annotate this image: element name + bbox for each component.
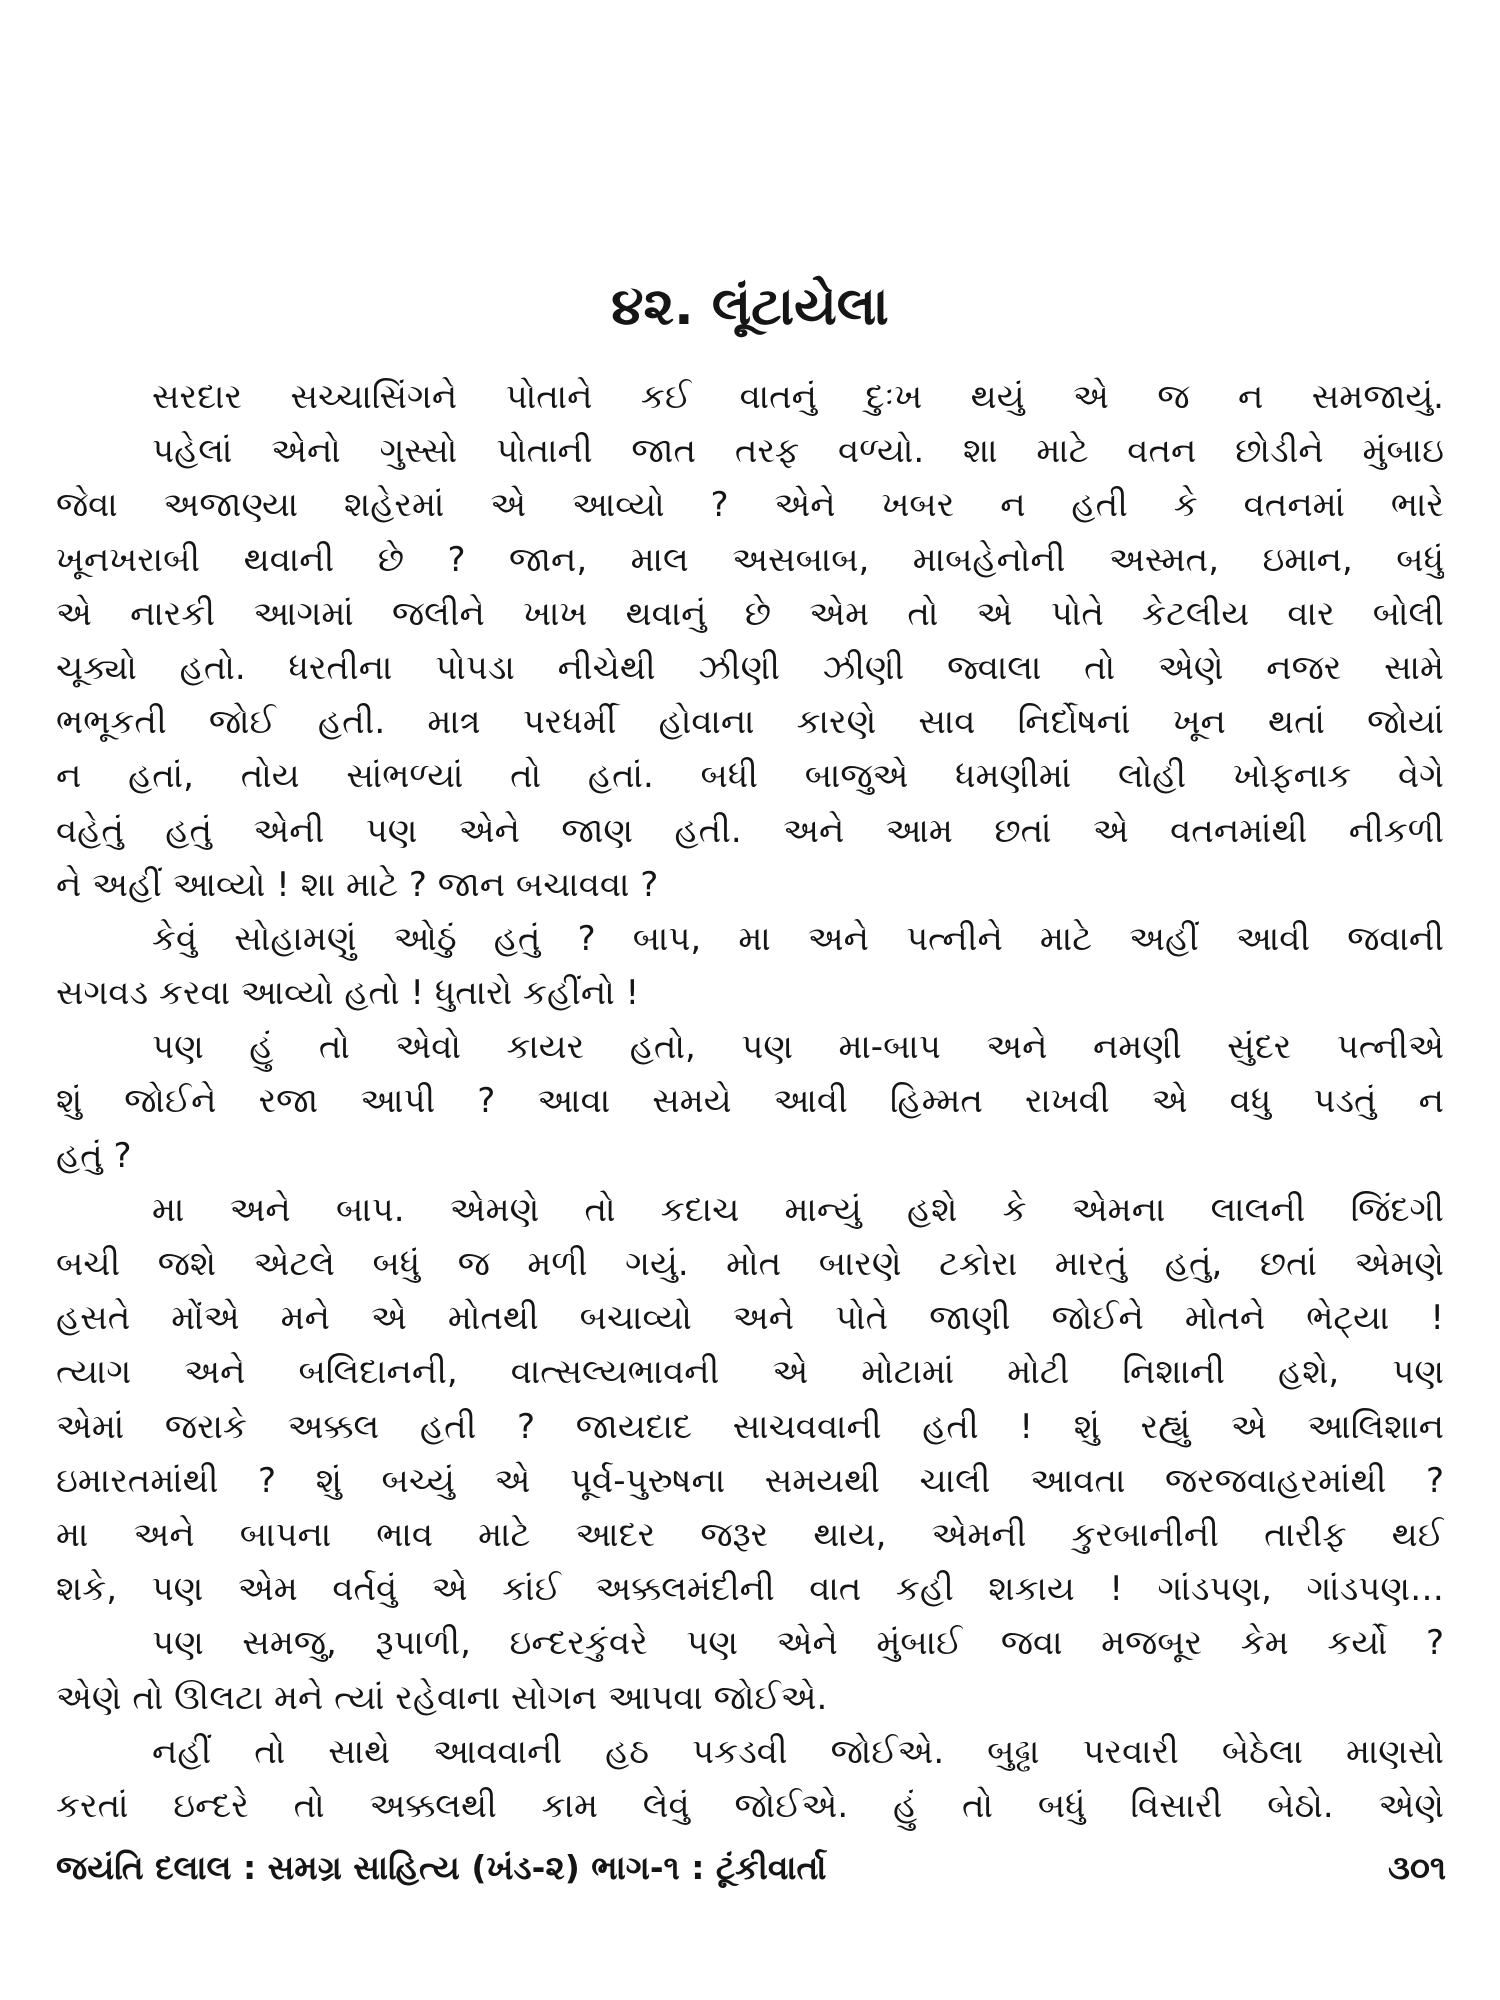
footer-book-info: જયંતિ દલાલ : સમગ્ર સાહિત્ય (ખંડ-૨) ભાગ-૧ : ટૂંકીવાર્તા — [56, 1848, 827, 1887]
text-line: વહેતું હતું એની પણ એને જાણ હતી. અને આમ છતાં એ વતનમાંથી નીકળી — [56, 810, 1444, 851]
text-line: પણ હું તો એવો કાયર હતો, પણ મા-બાપ અને નમણી સુંદર પત્નીએ — [152, 1027, 1444, 1068]
text-line: જેવા અજાણ્યા શહેરમાં એ આવ્યો ? એને ખબર ન હતી કે વતનમાં ભારે — [56, 485, 1444, 526]
text-line: પહેલાં એનો ગુસ્સો પોતાની જાત તરફ વળ્યો. શા માટે વતન છોડીને મુંબાઇ — [152, 431, 1444, 472]
chapter-title: ૪૨. લૂંટાયેલા — [611, 277, 889, 337]
text-line: પણ સમજુ, રૂપાળી, ઇન્દરકુંવરે પણ એને મુંબાઈ જવા મજબૂર કેમ કર્યો ? — [152, 1623, 1444, 1664]
text-line: બચી જશે એટલે બધું જ મળી ગયું. મોત બારણે ટકોરા મારતું હતું, છતાં એમણે — [56, 1244, 1444, 1284]
page-number: ૩૦૧ — [1387, 1848, 1446, 1887]
text-line: મા અને બાપ. એમણે તો કદાચ માન્યું હશે કે એમના લાલની જિંદગી — [152, 1189, 1444, 1230]
text-line: શકે, પણ એમ વર્તવું એ કાંઈ અક્કલમંદીની વાત કહી શકાય ! ગાંડપણ, ગાંડપણ… — [56, 1569, 1444, 1610]
text-line: ચૂક્યો હતો. ધરતીના પોપડા નીચેથી ઝીણી ઝીણી જ્વાલા તો એણે નજર સામે — [56, 647, 1444, 688]
text-line: ત્યાગ અને બલિદાનની, વાત્સલ્યભાવની એ મોટામાં મોટી નિશાની હશે, પણ — [56, 1352, 1444, 1393]
text-line: નહીં તો સાથે આવવાની હઠ પકડવી જોઈએ. બુઢ્ઢા પરવારી બેઠેલા માણસો — [152, 1731, 1444, 1772]
text-line: કેવું સોહામણું ઓઠું હતું ? બાપ, મા અને પત્નીને માટે અહીં આવી જવાની — [152, 918, 1444, 959]
text-line: ખૂનખરાબી થવાની છે ? જાન, માલ અસબાબ, માબહેનોની અસ્મત, ઇમાન, બધું — [56, 539, 1444, 580]
text-line: ઇમારતમાંથી ? શું બચ્યું એ પૂર્વ-પુરુષના સમયથી ચાલી આવતા જરજવાહરમાંથી ? — [56, 1460, 1444, 1501]
text-line: ભભૂકતી જોઈ હતી. માત્ર પરધર્મી હોવાના કારણે સાવ નિર્દોષનાં ખૂન થતાં જોયાં — [56, 702, 1444, 743]
text-line: સગવડ કરવા આવ્યો હતો ! ધુતારો કહીંનો ! — [56, 973, 640, 1014]
text-line: ને અહીં આવ્યો ! શા માટે ? જાન બચાવવા ? — [56, 864, 659, 905]
text-line: કરતાં ઇન્દરે તો અક્કલથી કામ લેવું જોઈએ. હું તો બધું વિસારી બેઠો. એણે — [56, 1785, 1444, 1826]
text-line: એણે તો ઊલટા મને ત્યાં રહેવાના સોગન આપવા જોઈએ. — [56, 1677, 828, 1718]
page-footer — [56, 1838, 1446, 1898]
text-line: સરદાર સચ્ચાસિંગને પોતાને કઈ વાતનું દુઃખ થયું એ જ ન સમજાયું. — [152, 377, 1444, 417]
story-body — [56, 370, 1444, 1833]
text-line: હસતે મોંએ મને એ મોતથી બચાવ્યો અને પોતે જાણી જોઈને મોતને ભેટ્યા ! — [56, 1298, 1444, 1339]
text-line: એમાં જરાકે અક્કલ હતી ? જાયદાદ સાચવવાની હતી ! શું રહ્યું એ આલિશાન — [56, 1406, 1444, 1447]
text-line: ન હતાં, તોય સાંભળ્યાં તો હતાં. બધી બાજુએ ધમણીમાં લોહી ખોફનાક વેગે — [56, 756, 1444, 797]
text-line: હતું ? — [56, 1135, 132, 1176]
text-line: મા અને બાપના ભાવ માટે આદર જરૂર થાય, એમની કુરબાનીની તારીફ થઈ — [56, 1514, 1444, 1555]
text-line: શું જોઈને રજા આપી ? આવા સમયે આવી હિમ્મત રાખવી એ વધુ પડતું ન — [56, 1081, 1444, 1122]
text-line: એ નારકી આગમાં જલીને ખાખ થવાનું છે એમ તો એ પોતે કેટલીય વાર બોલી — [56, 593, 1444, 634]
